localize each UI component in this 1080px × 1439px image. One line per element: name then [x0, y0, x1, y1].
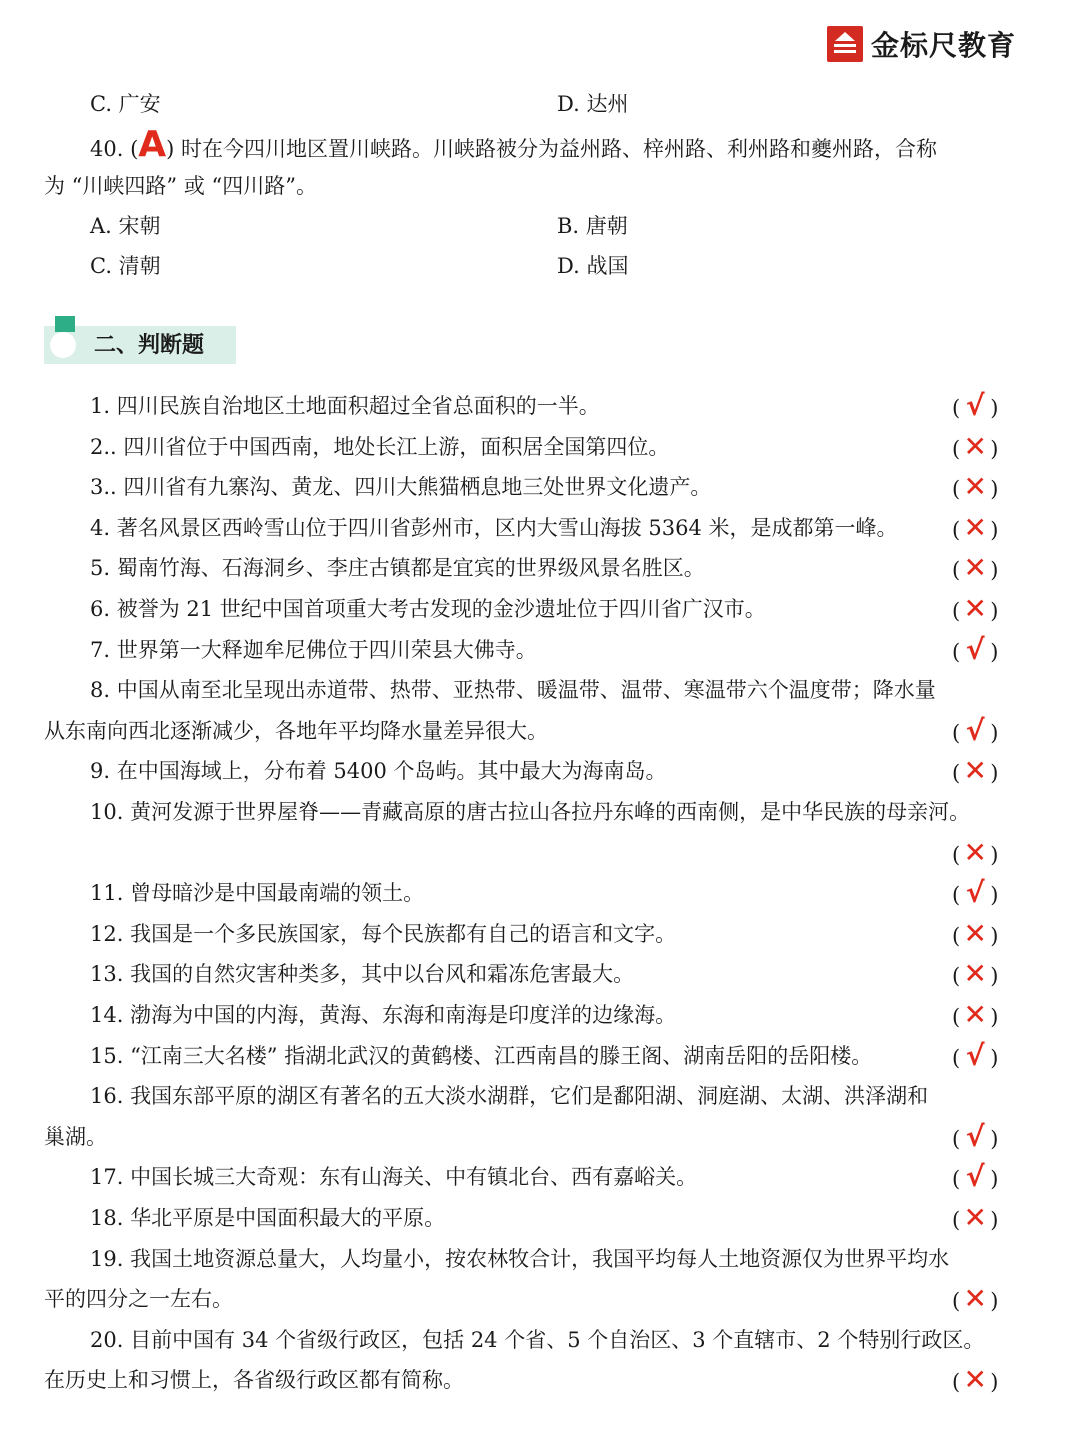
cross-mark-icon: ✕ — [963, 470, 987, 504]
paren-open: ( — [952, 1045, 961, 1070]
check-mark-icon: √ — [965, 1119, 985, 1153]
option-b: B. 唐朝 — [557, 214, 628, 238]
tf-question-9-line1: 9. 在中国海域上，分布着 5400 个岛屿。其中最大为海南岛。 — [90, 759, 667, 784]
paren-close: ) — [990, 761, 999, 786]
cross-mark-icon: ✕ — [963, 1282, 987, 1316]
paren-open: ( — [952, 639, 961, 664]
tf-answer-3 — [952, 470, 1004, 504]
question-40-line1 — [90, 124, 938, 165]
tf-question-8-line2: 从东南向西北逐渐减少，各地年平均降水量差异很大。 — [44, 718, 548, 743]
tf-question-4-line1: 4. 著名风景区西岭雪山位于四川省彭州市，区内大雪山海拔 5364 米，是成都第一峰。 — [90, 515, 898, 540]
cross-mark-icon: ✕ — [963, 510, 987, 544]
tf-question-7-line1: 7. 世界第一大释迦牟尼佛位于四川荣县大佛寺。 — [90, 637, 537, 662]
tf-question-14-line1: 14. 渤海为中国的内海，黄海、东海和南海是印度洋的边缘海。 — [90, 1003, 677, 1027]
paren-open: ( — [952, 517, 961, 542]
paren-close: ) — [990, 842, 999, 867]
question-stem: ) 时在今四川地区置川峡路。川峡路被分为益州路、梓州路、利州路和夔州路，合称 — [166, 137, 938, 161]
tf-answer-12 — [952, 916, 1004, 950]
paren-close: ) — [990, 558, 999, 583]
tf-answer-15 — [952, 1038, 1004, 1072]
paren-open: ( — [952, 842, 961, 867]
paren-close: ) — [990, 639, 999, 664]
question-number: 40. ( — [90, 137, 139, 161]
cross-mark-icon: ✕ — [963, 754, 987, 788]
tf-question-16-line1: 16. 我国东部平原的湖区有著名的五大淡水湖群，它们是鄱阳湖、洞庭湖、太湖、洪泽湖和 — [90, 1084, 929, 1109]
section-title: 二、判断题 — [94, 333, 205, 358]
cross-mark-icon: ✕ — [963, 551, 987, 585]
cross-mark-icon: ✕ — [963, 1201, 987, 1234]
cross-mark-icon: ✕ — [963, 998, 987, 1031]
brand-logo — [827, 22, 1016, 66]
tf-answer-2 — [952, 429, 1004, 463]
option-c: C. 清朝 — [90, 254, 161, 278]
paren-close: ) — [990, 923, 999, 948]
check-mark-icon: √ — [965, 632, 985, 666]
paren-close: ) — [990, 396, 999, 420]
tf-question-6-line1: 6. 被誉为 21 世纪中国首项重大考古发现的金沙遗址位于四川省广汉市。 — [90, 597, 766, 621]
paren-close: ) — [990, 720, 999, 745]
cross-mark-icon: ✕ — [963, 957, 987, 991]
tf-question-1-line1: 1. 四川民族自治地区土地面积超过全省总面积的一半。 — [90, 394, 600, 418]
handwritten-answer: A — [138, 124, 167, 165]
check-mark-icon: √ — [965, 876, 985, 910]
paren-open: ( — [952, 477, 961, 502]
tf-question-18-line1: 18. 华北平原是中国面积最大的平原。 — [90, 1206, 446, 1230]
paren-open: ( — [952, 720, 961, 745]
check-mark-icon: √ — [965, 1160, 985, 1194]
paren-open: ( — [952, 396, 961, 420]
paren-open: ( — [952, 1370, 961, 1395]
tf-answer-20 — [952, 1363, 1004, 1397]
cross-mark-icon: ✕ — [963, 1363, 987, 1397]
cross-mark-icon: ✕ — [963, 592, 987, 625]
paren-close: ) — [990, 517, 999, 542]
paren-open: ( — [952, 1289, 961, 1314]
tf-answer-9 — [952, 754, 1004, 788]
paren-close: ) — [990, 1045, 999, 1070]
tf-answer-18 — [952, 1201, 1004, 1234]
brand-name: 金标尺教育 — [870, 29, 1016, 62]
tf-question-11-line1: 11. 曾母暗沙是中国最南端的领土。 — [90, 881, 425, 906]
paren-open: ( — [952, 1167, 961, 1192]
tf-answer-7 — [952, 632, 1004, 666]
section-tab-decoration — [55, 316, 75, 332]
paren-close: ) — [990, 1126, 999, 1151]
tf-answer-4 — [952, 510, 1004, 544]
section-dot-decoration — [50, 332, 76, 358]
paren-open: ( — [952, 964, 961, 989]
tf-question-3-line1: 3.. 四川省有九寨沟、黄龙、四川大熊猫栖息地三处世界文化遗产。 — [90, 475, 712, 500]
cross-mark-icon: ✕ — [963, 429, 987, 463]
tf-question-13-line1: 13. 我国的自然灾害种类多，其中以台风和霜冻危害最大。 — [90, 962, 635, 987]
logo-icon — [827, 26, 863, 62]
tf-question-8-line1: 8. 中国从南至北呈现出赤道带、热带、亚热带、暖温带、温带、寒温带六个温度带；降水量 — [90, 678, 936, 703]
option-d-q39: D. 达州 — [557, 92, 629, 116]
tf-answer-14 — [952, 998, 1004, 1031]
tf-question-5-line1: 5. 蜀南竹海、石海洞乡、李庄古镇都是宜宾的世界级风景名胜区。 — [90, 556, 705, 581]
tf-question-20-line2: 在历史上和习惯上，各省级行政区都有简称。 — [44, 1368, 464, 1393]
paren-open: ( — [952, 436, 961, 461]
option-d: D. 战国 — [557, 254, 629, 278]
tf-answer-5 — [952, 551, 1004, 585]
paren-close: ) — [990, 1289, 999, 1314]
paren-open: ( — [952, 558, 961, 583]
tf-answer-11 — [952, 876, 1004, 910]
check-mark-icon: √ — [965, 713, 985, 747]
tf-question-19-line2: 平的四分之一左右。 — [44, 1287, 233, 1312]
paren-close: ) — [990, 1167, 999, 1192]
paren-close: ) — [990, 883, 999, 908]
check-mark-icon: √ — [965, 1038, 985, 1072]
paren-open: ( — [952, 761, 961, 786]
paren-open: ( — [952, 883, 961, 908]
tf-question-15-line1: 15. “江南三大名楼” 指湖北武汉的黄鹤楼、江西南昌的滕王阁、湖南岳阳的岳阳楼。 — [90, 1043, 873, 1068]
tf-question-12-line1: 12. 我国是一个多民族国家，每个民族都有自己的语言和文字。 — [90, 921, 677, 946]
paren-close: ) — [990, 1370, 999, 1395]
tf-answer-17 — [952, 1160, 1004, 1194]
tf-question-20-line1: 20. 目前中国有 34 个省级行政区，包括 24 个省、5 个自治区、3 个直辖市、2 个特别行政区。 — [90, 1327, 985, 1352]
paren-close: ) — [990, 599, 999, 623]
tf-question-10-line1: 10. 黄河发源于世界屋脊——青藏高原的唐古拉山各拉丹东峰的西南侧，是中华民族的母亲河。 — [90, 800, 971, 824]
paren-open: ( — [952, 1208, 961, 1232]
tf-answer-8 — [952, 713, 1004, 747]
tf-answer-10 — [952, 835, 1004, 869]
tf-question-19-line1: 19. 我国土地资源总量大，人均量小，按农林牧合计，我国平均每人土地资源仅为世界平均水 — [90, 1246, 950, 1271]
paren-close: ) — [990, 1005, 999, 1029]
question-40-line2: 为 “川峡四路” 或 “四川路”。 — [44, 174, 317, 198]
cross-mark-icon: ✕ — [963, 835, 987, 869]
tf-answer-13 — [952, 957, 1004, 991]
tf-answer-19 — [952, 1282, 1004, 1316]
paren-close: ) — [990, 1208, 999, 1232]
tf-answer-6 — [952, 592, 1004, 625]
cross-mark-icon: ✕ — [963, 916, 987, 950]
paren-close: ) — [990, 436, 999, 461]
tf-question-17-line1: 17. 中国长城三大奇观：东有山海关、中有镇北台、西有嘉峪关。 — [90, 1165, 698, 1190]
paren-open: ( — [952, 1005, 961, 1029]
tf-question-2-line1: 2.. 四川省位于中国西南，地处长江上游，面积居全国第四位。 — [90, 434, 670, 459]
option-a: A. 宋朝 — [90, 214, 161, 238]
check-mark-icon: √ — [965, 389, 985, 422]
paren-open: ( — [952, 923, 961, 948]
tf-answer-16 — [952, 1119, 1004, 1153]
tf-answer-1 — [952, 389, 1004, 422]
paren-open: ( — [952, 1126, 961, 1151]
paren-close: ) — [990, 477, 999, 502]
paren-close: ) — [990, 964, 999, 989]
tf-question-16-line2: 巢湖。 — [44, 1124, 107, 1149]
paren-open: ( — [952, 599, 961, 623]
option-c-q39: C. 广安 — [90, 92, 161, 116]
